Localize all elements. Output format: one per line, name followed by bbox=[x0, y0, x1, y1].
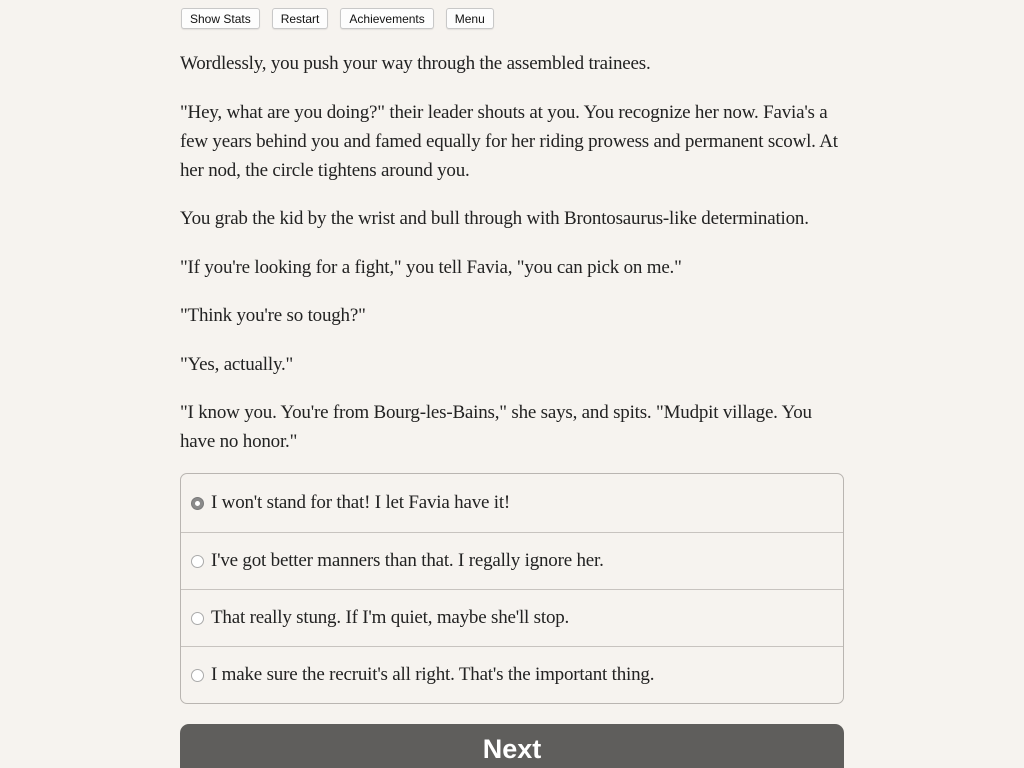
choice-option[interactable] bbox=[181, 474, 843, 532]
choice-label: I won't stand for that! I let Favia have it! bbox=[211, 492, 511, 513]
story-paragraph: "Hey, what are you doing?" their leader shouts at you. You recognize her now. Favia's a few years behind you and famed equally for her riding prowess and permanent scowl. At her nod, the circle tightens around you. bbox=[180, 101, 838, 181]
choice-list bbox=[180, 473, 844, 704]
show-stats-button[interactable]: Show Stats bbox=[181, 8, 260, 29]
story-paragraph: "Think you're so tough?" bbox=[180, 305, 366, 326]
radio-button-icon[interactable] bbox=[191, 612, 204, 625]
story-paragraph: "If you're looking for a fight," you tell Favia, "you can pick on me." bbox=[180, 256, 682, 278]
menu-button[interactable]: Menu bbox=[446, 8, 494, 29]
story-paragraph: "Yes, actually." bbox=[180, 353, 294, 375]
choice-label: I make sure the recruit's all right. That's the important thing. bbox=[211, 664, 655, 685]
achievements-button[interactable]: Achievements bbox=[340, 8, 433, 29]
choice-label: I've got better manners than that. I regally ignore her. bbox=[211, 550, 604, 571]
choice-label: That really stung. If I'm quiet, maybe she'll stop. bbox=[211, 607, 570, 628]
choice-option[interactable] bbox=[181, 532, 843, 589]
choice-option[interactable] bbox=[181, 646, 843, 703]
radio-button-icon[interactable] bbox=[191, 669, 204, 682]
story-paragraph: You grab the kid by the wrist and bull through with Brontosaurus-like determination. bbox=[180, 208, 809, 229]
choice-option[interactable] bbox=[181, 589, 843, 646]
next-button[interactable]: Next bbox=[180, 724, 844, 768]
story-paragraph: Wordlessly, you push your way through the assembled trainees. bbox=[180, 53, 651, 74]
story-text bbox=[180, 49, 844, 476]
restart-button[interactable]: Restart bbox=[272, 8, 329, 29]
story-paragraph: "I know you. You're from Bourg-les-Bains," she says, and spits. "Mudpit village. You have no honor." bbox=[180, 402, 812, 452]
radio-button-icon[interactable] bbox=[191, 555, 204, 568]
toolbar bbox=[181, 8, 494, 29]
radio-button-icon[interactable] bbox=[191, 497, 204, 510]
